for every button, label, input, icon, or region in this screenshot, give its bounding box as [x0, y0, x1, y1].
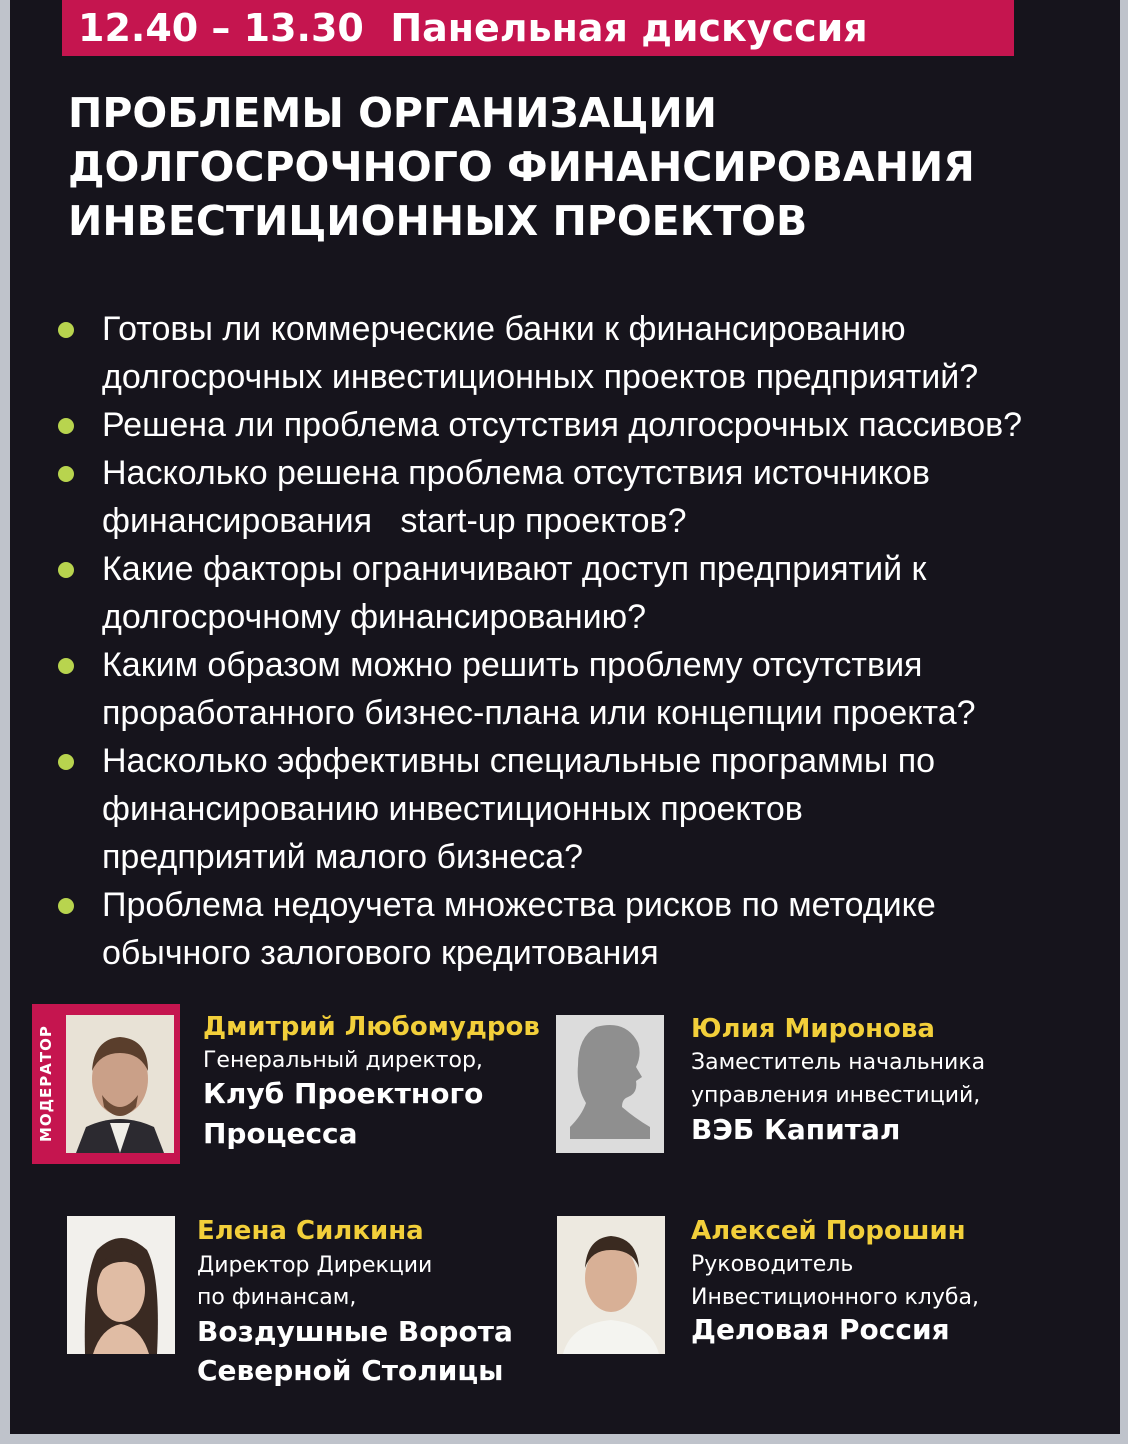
session-title	[68, 86, 1108, 248]
speaker-photo	[67, 1216, 175, 1354]
speaker-role: Заместитель начальника	[691, 1050, 986, 1075]
speaker-photo	[66, 1015, 174, 1153]
question-line: долгосрочных инвестиционных проектов предприятий?	[102, 358, 979, 396]
silhouette-woman-icon	[556, 1015, 664, 1145]
question-line: финансирования start-up проектов?	[102, 502, 687, 540]
speaker-role: Руководитель	[691, 1252, 854, 1277]
question-line: Какие факторы ограничивают доступ предприятий к	[102, 550, 927, 588]
bullet-icon	[58, 466, 74, 482]
moderator-label: МОДЕРАТОР	[37, 1025, 55, 1143]
question-item	[58, 305, 1128, 401]
question-line: предприятий малого бизнеса?	[102, 838, 584, 876]
speaker-role: Инвестиционного клуба,	[691, 1285, 979, 1310]
bullet-icon	[58, 418, 74, 434]
question-line: Решена ли проблема отсутствия долгосрочных пассивов?	[102, 406, 1023, 444]
title-line: ПРОБЛЕМЫ ОРГАНИЗАЦИИ	[68, 89, 717, 137]
speaker-org: Воздушные Ворота	[197, 1315, 513, 1348]
question-list	[58, 305, 1128, 977]
question-line: Каким образом можно решить проблему отсутствия	[102, 646, 923, 684]
session-time: 12.40 – 13.30	[78, 6, 364, 50]
question-item	[58, 641, 1128, 737]
speaker-org: Клуб Проектного	[203, 1077, 484, 1110]
portrait-man-icon	[66, 1015, 174, 1153]
speaker-name: Юлия Миронова	[691, 1014, 935, 1044]
title-line: ИНВЕСТИЦИОННЫХ ПРОЕКТОВ	[68, 197, 808, 245]
question-line: Проблема недоучета множества рисков по методике	[102, 886, 936, 924]
question-item	[58, 449, 1128, 545]
question-line: финансированию инвестиционных проектов	[102, 790, 803, 828]
bullet-icon	[58, 562, 74, 578]
speaker-photo	[557, 1216, 665, 1354]
bullet-icon	[58, 322, 74, 338]
speaker-role: по финансам,	[197, 1285, 357, 1310]
speaker-org: Северной Столицы	[197, 1354, 504, 1387]
question-line: Готовы ли коммерческие банки к финансированию	[102, 310, 906, 348]
speaker-role: управления инвестиций,	[691, 1083, 981, 1108]
speaker-name: Елена Силкина	[197, 1216, 424, 1246]
speaker-role: Директор Дирекции	[197, 1253, 433, 1278]
question-item	[58, 545, 1128, 641]
session-type: Панельная дискуссия	[390, 6, 868, 50]
question-item	[58, 737, 1128, 881]
bullet-icon	[58, 754, 74, 770]
question-line: Насколько решена проблема отсутствия источников	[102, 454, 930, 492]
speaker-org: Деловая Россия	[691, 1313, 950, 1346]
question-line: обычного залогового кредитования	[102, 934, 659, 972]
question-item	[58, 401, 1128, 449]
portrait-woman-icon	[67, 1216, 175, 1354]
portrait-man-icon	[557, 1216, 665, 1354]
speaker-name: Алексей Порошин	[691, 1216, 966, 1246]
question-line: долгосрочному финансированию?	[102, 598, 647, 636]
bullet-icon	[58, 898, 74, 914]
speaker-org: Процесса	[203, 1117, 358, 1150]
speaker-role: Генеральный директор,	[203, 1048, 483, 1073]
session-header	[62, 0, 1014, 56]
title-line: ДОЛГОСРОЧНОГО ФИНАНСИРОВАНИЯ	[68, 143, 975, 191]
program-page	[10, 0, 1120, 1434]
speaker-org: ВЭБ Капитал	[691, 1113, 901, 1146]
question-line: Насколько эффективны специальные программы по	[102, 742, 936, 780]
question-item	[58, 881, 1128, 977]
bullet-icon	[58, 658, 74, 674]
moderator-frame	[32, 1004, 180, 1164]
speaker-photo	[556, 1015, 664, 1153]
question-line: проработанного бизнес-плана или концепции проекта?	[102, 694, 976, 732]
speaker-name: Дмитрий Любомудров	[203, 1012, 540, 1042]
